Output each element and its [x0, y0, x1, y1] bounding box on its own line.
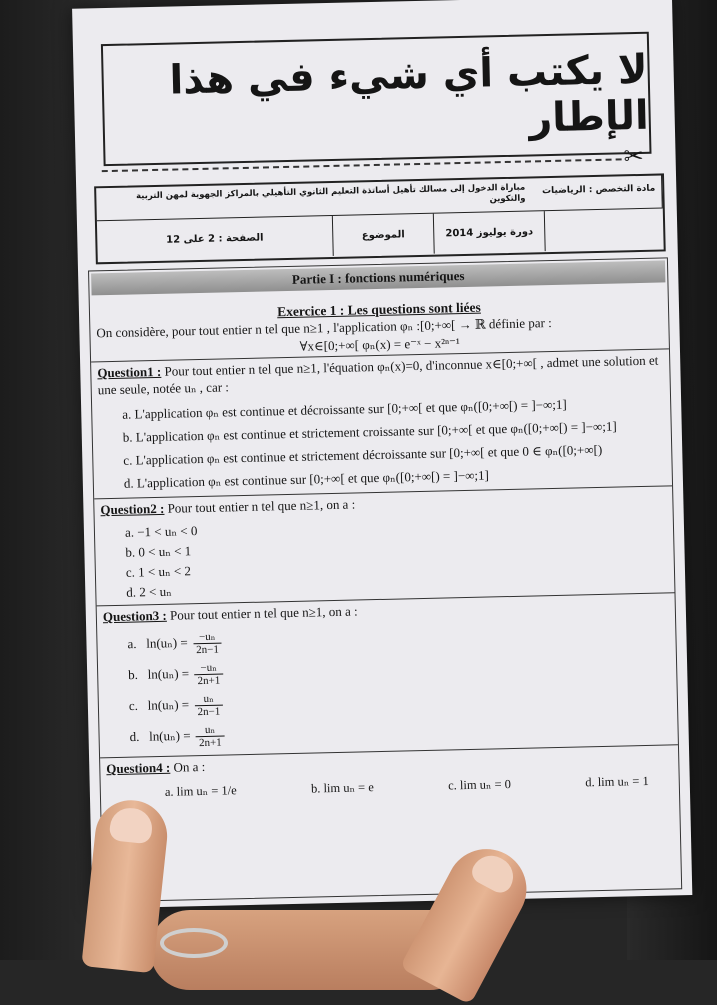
frame-title: لا يكتب أي شيء في هذا الإطار	[169, 46, 650, 142]
option-item: b. 0 < uₙ < 1	[125, 543, 192, 560]
option-item: c. 1 < uₙ < 2	[125, 563, 192, 580]
option-item: a. ln(uₙ) = $\frac{\text{−uₙ}}{2n-1}$	[127, 620, 675, 657]
question-label: Question1 :	[97, 363, 162, 381]
do-not-write-frame	[101, 32, 652, 166]
topic-cell: الموضوع	[332, 214, 434, 256]
question-text: Pour tout entier n tel que n≥1, l'équation φₙ(x)=0, d'inconnue x∈[0;+∞[ , admet une solution et une seule, notée uₙ , car :	[97, 352, 659, 398]
subject-cell: مادة التخصص : الرياضيات	[531, 175, 663, 210]
scissors-icon: ✂	[623, 141, 644, 171]
option-item: b. ln(uₙ) = $\frac{\text{−uₙ}}{2n+1}$	[128, 651, 676, 688]
question-text: Pour tout entier n tel que n≥1, on a :	[164, 496, 356, 516]
option-item: d. ln(uₙ) = $\frac{\text{uₙ}}{2n+1}$	[129, 713, 677, 750]
q2-options	[125, 511, 675, 600]
option-item: d. lim uₙ = 1	[585, 773, 649, 790]
ministry-text: مباراة الدخول إلى مسالك تأهيل أساتذة التعليم الثانوي التأهيلي بالمراكز الجهوية لمهن التربية والتكوين	[135, 182, 526, 205]
question-text: Pour tout entier n tel que n≥1, on a :	[166, 603, 358, 623]
ring	[160, 928, 228, 958]
question-label: Question2 :	[100, 500, 165, 518]
exam-paper	[72, 0, 692, 909]
exam-content	[88, 257, 682, 902]
option-item: c. ln(uₙ) = $\frac{\text{uₙ}}{2n-1}$	[129, 682, 677, 719]
q3-options	[127, 620, 678, 750]
option-item: a. L'application φₙ est continue et décroissante sur [0;+∞[ et que φₙ([0;+∞[) = ]−∞;1]	[122, 396, 567, 422]
option-item: c. lim uₙ = 0	[447, 777, 512, 793]
exercise-intro: On considère, pour tout entier n tel que n≥1 , l'application φₙ :[0;+∞[ → ℝ définie par :	[96, 315, 552, 341]
exam-header	[94, 173, 666, 264]
partie-title: Partie I : fonctions numériques	[91, 260, 665, 295]
question-label: Question4 :	[106, 759, 171, 777]
option-item: a. lim uₙ = 1/e	[164, 783, 237, 799]
question-text: On a :	[170, 758, 206, 775]
exercise-title: Exercice 1 : Les questions sont liées	[276, 299, 481, 320]
option-item: b. L'application φₙ est continue et strictement croissante sur [0;+∞[ et que φₙ([0;+∞[) = ]−∞;1]	[122, 418, 617, 445]
option-item: c. L'application φₙ est continue et strictement décroissante sur [0;+∞[ et que 0 ∈ φₙ([0;+∞[)	[123, 441, 603, 468]
option-item: d. 2 < uₙ	[126, 583, 172, 600]
option-item: b. lim uₙ = e	[310, 780, 374, 796]
page-cell: الصفحة : 2 على 12	[166, 232, 264, 246]
session-cell: دورة يوليوز 2014	[433, 211, 545, 254]
q1-options	[122, 393, 672, 491]
option-item: a. −1 < uₙ < 0	[124, 523, 198, 540]
exercise-formula: ∀x∈[0;+∞[ φₙ(x) = e⁻ˣ − x²ⁿ⁻¹	[299, 335, 461, 354]
question-label: Question3 :	[102, 607, 167, 625]
option-item: d. L'application φₙ est continue sur [0;+∞[ et que φₙ([0;+∞[) = ]−∞;1]	[123, 467, 490, 491]
